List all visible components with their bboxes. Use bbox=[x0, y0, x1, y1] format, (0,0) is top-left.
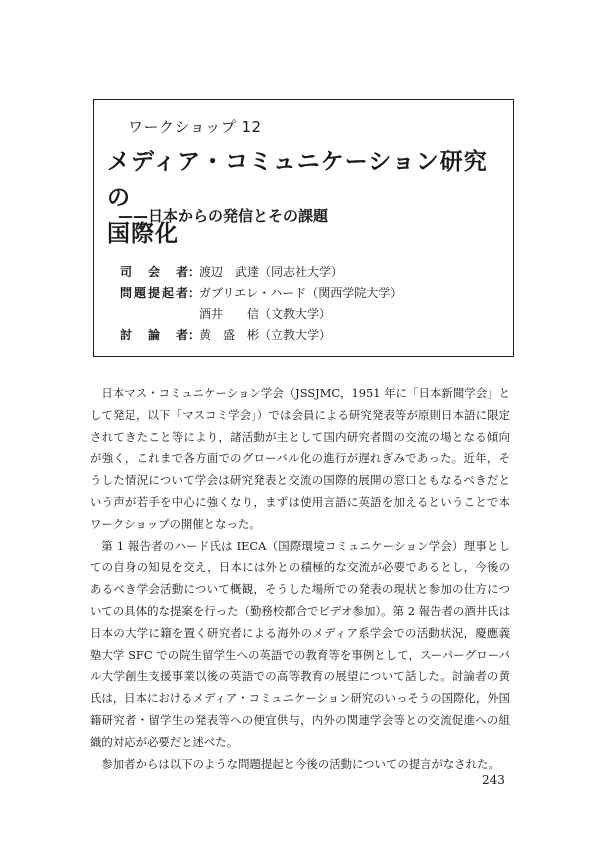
role-label: 問題提起者 bbox=[120, 286, 188, 300]
role-colon-blank bbox=[188, 304, 199, 325]
page-number: 243 bbox=[482, 773, 505, 787]
role-name: 酒井 信（文教大学） bbox=[199, 307, 332, 321]
role-name: 渡辺 武達（同志社大学） bbox=[199, 265, 344, 279]
role-row-presenter-2 bbox=[120, 304, 402, 325]
role-label: 司 会 者 bbox=[120, 265, 188, 279]
title-line-1: メディア・コミュニケーション研究の bbox=[107, 149, 488, 211]
subtitle: ——日本からの発信とその課題 bbox=[118, 207, 329, 225]
role-row-moderator bbox=[120, 262, 402, 283]
role-row-presenter-1 bbox=[120, 283, 402, 304]
role-colon: ： bbox=[188, 286, 201, 300]
role-name: 黄 盛 彬（立教大学） bbox=[199, 328, 332, 342]
paragraph: 日本マス・コミュニケーション学会（JSSJMC，1951 年に「日本新聞学会」として発足，以下「マスコミ学会」）では会員による研究発表等が原則日本語に限定されてきたこと等により，諸活動が主として国内研究者間の交流の場となる傾向が強く，これまで各方面でのグローバル化の進行が遅れぎみであった。近年，そうした情況について学会は研究発表と交流の国際的展開の窓口ともなるべきだという声が若手を中心に強くなり，まずは使用言語に英語を加えるということで本ワークショップの開催となった。 bbox=[90, 386, 510, 531]
paragraph: 第 1 報告者のハード氏は IECA（国際環境コミュニケーション学会）理事としての自身の知見を交え，日本には外との積極的な交流が必要であるとし，今後のあるべき学会活動について概観，そうした場所での発表の現状と参加の仕方についての具体的な提案を行った（勤務校都合でビデオ参加）。第 2 報告者の酒井氏は日本の大学に籍を置く研究者による海外のメディア系学会での活動状況，慶應義塾大学 SFC での院生留学生への英語での教育等を事例として，スーパーグローバル大学創生支援事業以後の英語での高等教育の展望について話した。討論者の黄氏は，日本におけるメディア・コミュニケーション研究のいっそうの国際化，外国籍研究者・留学生の発表等への便宜供与，内外の関連学会等との交流促進への組織的対応が必要だと述べた。 bbox=[90, 538, 510, 749]
main-title bbox=[107, 144, 507, 252]
role-colon: ： bbox=[188, 328, 201, 342]
body-text bbox=[90, 383, 510, 775]
workshop-label: ワークショップ 12 bbox=[128, 118, 262, 136]
role-label: 討 論 者 bbox=[120, 328, 188, 342]
header-box bbox=[93, 99, 514, 357]
paragraph: 参加者からは以下のような問題提起と今後の活動についての提言がなされた。 bbox=[101, 756, 500, 771]
role-name: ガブリエレ・ハード（関西学院大学） bbox=[199, 286, 403, 300]
role-label bbox=[120, 304, 188, 325]
participants-list bbox=[120, 262, 402, 346]
title-line-2: 国際化 bbox=[107, 221, 179, 247]
role-colon: ： bbox=[188, 265, 201, 279]
role-row-discussant bbox=[120, 325, 402, 346]
